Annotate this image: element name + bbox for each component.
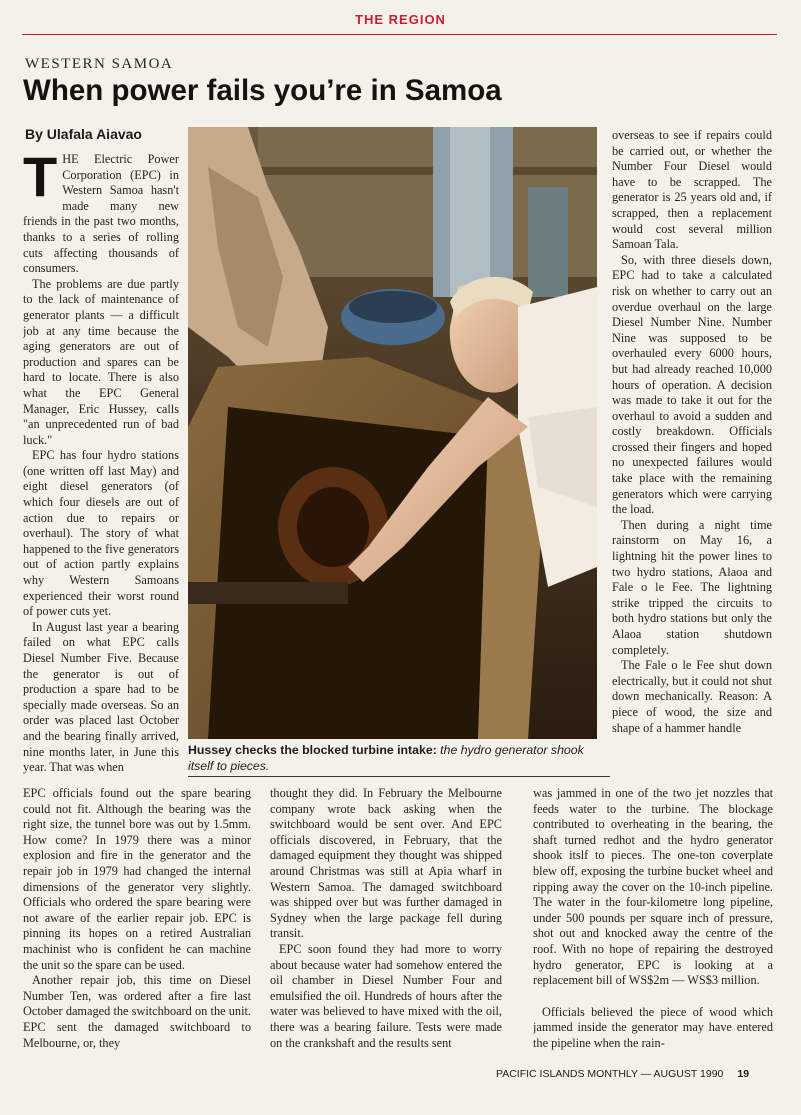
paragraph: Another repair job, this time on Diesel Number Ten, was ordered after a fire last October damaged the switchboard on the unit. EPC sent the damaged switchboard to Melbourne, or, they [23,973,251,1050]
paragraph: The problems are due partly to the lack of maintenance of generator plants — a difficult job at any time because the aging generators are out of production and spares can be hard to locate. There is also what the EPC General Manager, Eric Hussey, calls "an unprecedented run of bad luck." [23,276,179,447]
paragraph: EPC officials found out the spare bearing could not fit. Although the bearing was the right size, the tunnel bore was out by 1.5mm. How come? In 1979 there was a minor explosion and fire in the generator and the repair job in 1979 had changed the internal dimensions of the generator very slightly. Officials who ordered the spare bearing were not aware of the earlier repair job. EPC is pinning its hopes on a retired Australian machinist who is confident he can machine the unit so the spare can be used. [23,786,251,972]
paragraph: EPC soon found they had more to worry about because water had somehow entered the oil chamber in Diesel Number Four and emulsified the oil. Hundreds of hours after the water was believed to have mixed with the oil, there was a bearing failure. Tests were made on the crankshaft and the results sent [270,941,502,1050]
article-column-bottom-middle [270,786,502,1061]
article-column-bottom-right [533,786,773,1061]
page-number: 19 [737,1068,750,1080]
caption-lead: Hussey checks the blocked turbine intake: [188,743,437,757]
headline: When power fails you’re in Samoa [23,74,502,107]
caption-rule [188,776,610,777]
paragraph: overseas to see if repairs could be carried out, or whether the Number Four Diesel would have to be scrapped. The generator is 25 years old and, if scrapped, then a replacement would cost several million Samoan Tala. [612,128,772,252]
turbine-photo-illustration [188,127,597,739]
drop-cap: T [23,152,58,208]
kicker: WESTERN SAMOA [25,56,174,72]
article-column-3 [612,128,772,770]
paragraph: EPC has four hydro stations (one written off last May) and eight diesel generators (of which four diesels are out of action due to repairs or overhaul). The story of what happened to the five generators out of action partly explains why Western Samoans experienced their worst round of power cuts yet. [23,448,179,619]
footer-publication: PACIFIC ISLANDS MONTHLY — AUGUST 1990 [496,1068,724,1080]
page-footer [496,1068,749,1080]
paragraph: was jammed in one of the two jet nozzles that feeds water to the turbine. The blockage contributed to overheating in the bearing, the shaft turned redhot and the hydro generator shook itslf to pieces. The one-ton coverplate blew off, exposing the turbine bucket wheel and ripping away the cover on the 10-inch pipeline. The water in the four-kilometre long pipeline, under 500 pounds per square inch of pressure, shot out and knocked away the centre of the roof. With no hope of repairing the destroyed hydro generator, EPC is looking at a replacement bill of WS$2m — WS$3 million. [533,786,773,988]
paragraph: The Fale o le Fee shut down electrically, but it could not shut down mechanically. Reason: A piece of wood, the size and shape of a hammer handle [612,658,772,735]
byline: By Ulafala Aiavao [25,126,142,142]
top-rule [22,34,777,35]
paragraph: Then during a night time rainstorm on May 16, a lightning hit the power lines to two hydro stations, Alaoa and Fale o le Fee. The lightning strike tripped the circuits to both hydro stations but only the Alaoa station shutdown completely. [612,517,772,657]
article-column-1 [23,152,179,784]
paragraph: In August last year a bearing failed on what EPC calls Diesel Number Five. Because the generator is out of production a spare had to be specially made overseas. So an order was placed last October and the bearing finally arrived, nine months later, in June this year. That was when [23,619,179,775]
article-column-bottom-left [23,786,251,1061]
paragraph: Officials believed the piece of wood which jammed inside the generator may have entered the pipeline when the rain- [533,1004,773,1050]
paragraph: So, with three diesels down, EPC had to take a calculated risk on whether to carry out an overdue overhaul on the large Diesel Number Nine. Number Nine was supposed to be overhauled every 6000 hours, but had already reached 10,000 hours of operation. A decision was made to take it out for the overhaul to avoid a sudden and costly breakdown. Officials crossed their fingers and hoped no unexpected failures would take place with the remaining generators which were carrying the load. [612,252,772,517]
article-photo [188,127,597,739]
section-label: THE REGION [355,12,446,27]
paragraph: thought they did. In February the Melbourne company wrote back asking when the switchboard would be sent over. And EPC officials discovered, in February, that the damaged equipment they thought was shipped around Christmas was still at Apia wharf in Western Samoa. The damaged switchboard was shipped over but was further damaged in Sydney when the large package fell during transit. [270,786,502,941]
caption-text: the hydro generator shook itself to pieces. [188,743,584,773]
paragraph: THE Electric Power Corporation (EPC) in Western Samoa hasn't made many new friends in the past two months, thanks to a series of rolling cuts affecting thousands of consumers. [23,152,179,276]
photo-caption [188,743,600,774]
